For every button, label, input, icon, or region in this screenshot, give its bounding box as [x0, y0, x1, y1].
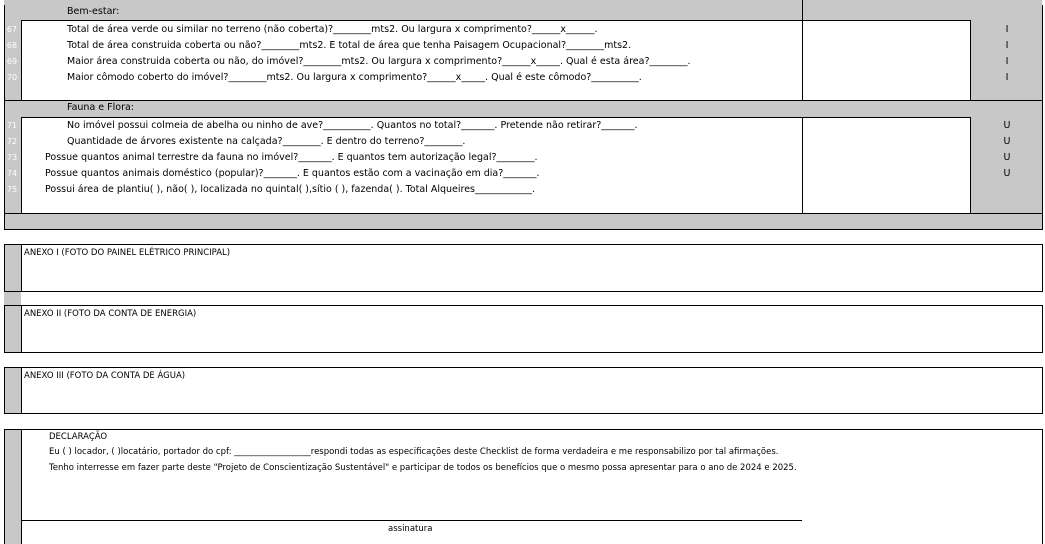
- question-text: Possue quantos animais doméstico (popular)?_______. E quantos estão com a vacinação em dia?_______.: [45, 168, 540, 179]
- question-text: Total de área verde ou similar no terreno (não coberta)?________mts2. Ou largura x comprimento?______x______.: [67, 24, 598, 35]
- row-number: 70: [6, 73, 18, 82]
- row-number: 74: [6, 169, 18, 178]
- content-left-border: [21, 20, 22, 100]
- declaracao-title: DECLARAÇÃO: [49, 432, 108, 442]
- signature-label: assinatura: [388, 524, 433, 534]
- fauna-flora-title: Fauna e Flora:: [67, 102, 135, 113]
- row-number: 69: [6, 57, 18, 66]
- anexo-side-bar: [4, 305, 21, 353]
- question-text: Quantidade de árvores existente na calçada?________. E dentro do terreno?________.: [67, 136, 466, 147]
- anexo-label: ANEXO II (FOTO DA CONTA DE ENERGIA): [24, 309, 197, 319]
- spacer-gray: [4, 292, 21, 305]
- declaracao-side-bar: [4, 429, 21, 544]
- anexo-side-bar: [4, 367, 21, 414]
- question-code: I: [1005, 40, 1009, 51]
- question-text: No imóvel possui colmeia de abelha ou ninho de ave?__________. Quantos no total?_______. Pretende não retirar?_______.: [67, 120, 638, 131]
- column-divider: [802, 117, 803, 213]
- question-code: I: [1005, 72, 1009, 83]
- signature-line[interactable]: [22, 520, 802, 521]
- row-number: 68: [6, 41, 18, 50]
- question-text: Maior cômodo coberto do imóvel?________mts2. Ou largura x comprimento?______x_____. Qual é este cômodo?__________.: [67, 72, 642, 83]
- declaracao-line-1: Eu ( ) locador, ( )locatário, portador do cpf: __________________respondi todas as especificações deste Checklist de forma verdadeira e me responsabilizo por tal afirmações.: [49, 447, 779, 457]
- anexo-label: ANEXO III (FOTO DA CONTA DE ÁGUA): [24, 371, 186, 381]
- row-number: 73: [6, 153, 18, 162]
- question-text: Possui área de plantiu( ), não( ), localizada no quintal( ),sítio ( ), fazenda( ). Total Alqueires____________.: [45, 184, 536, 195]
- row-number: 71: [6, 121, 18, 130]
- anexo-side-bar: [4, 244, 21, 292]
- question-code: U: [1003, 168, 1011, 179]
- question-text: Possue quantos animal terrestre da fauna no imóvel?_______. E quantos tem autorização legal?________.: [45, 152, 538, 163]
- question-code: U: [1003, 136, 1011, 147]
- row-number: 75: [6, 185, 18, 194]
- question-code: U: [1003, 152, 1011, 163]
- bem-estar-title: Bem-estar:: [67, 6, 120, 17]
- declaracao-line-2: Tenho interresse em fazer parte deste "Projeto de Conscientização Sustentável" e participar de todos os benefícios que o mesmo possa apresentar para o ano de 2024 e 2025.: [49, 463, 797, 473]
- question-code: I: [1005, 24, 1009, 35]
- anexo-label: ANEXO I (FOTO DO PAINEL ELÉTRICO PRINCIPAL): [24, 248, 231, 258]
- column-divider: [802, 0, 803, 100]
- table-footer-row: [4, 213, 1043, 230]
- row-number: 72: [6, 137, 18, 146]
- question-code: U: [1003, 120, 1011, 131]
- content-left-border: [21, 117, 22, 213]
- question-text: Maior área construida coberta ou não, do imóvel?________mts2. Ou largura x comprimento?______x_____. Qual é esta área?________.: [67, 56, 691, 67]
- question-text: Total de área construida coberta ou não?________mts2. E total de área que tenha Paisagem Ocupacional?________mts2.: [67, 40, 632, 51]
- question-code: I: [1005, 56, 1009, 67]
- fauna-flora-header-row: [4, 100, 1043, 118]
- bem-estar-header-row: [4, 5, 1043, 21]
- row-number: 67: [6, 25, 18, 34]
